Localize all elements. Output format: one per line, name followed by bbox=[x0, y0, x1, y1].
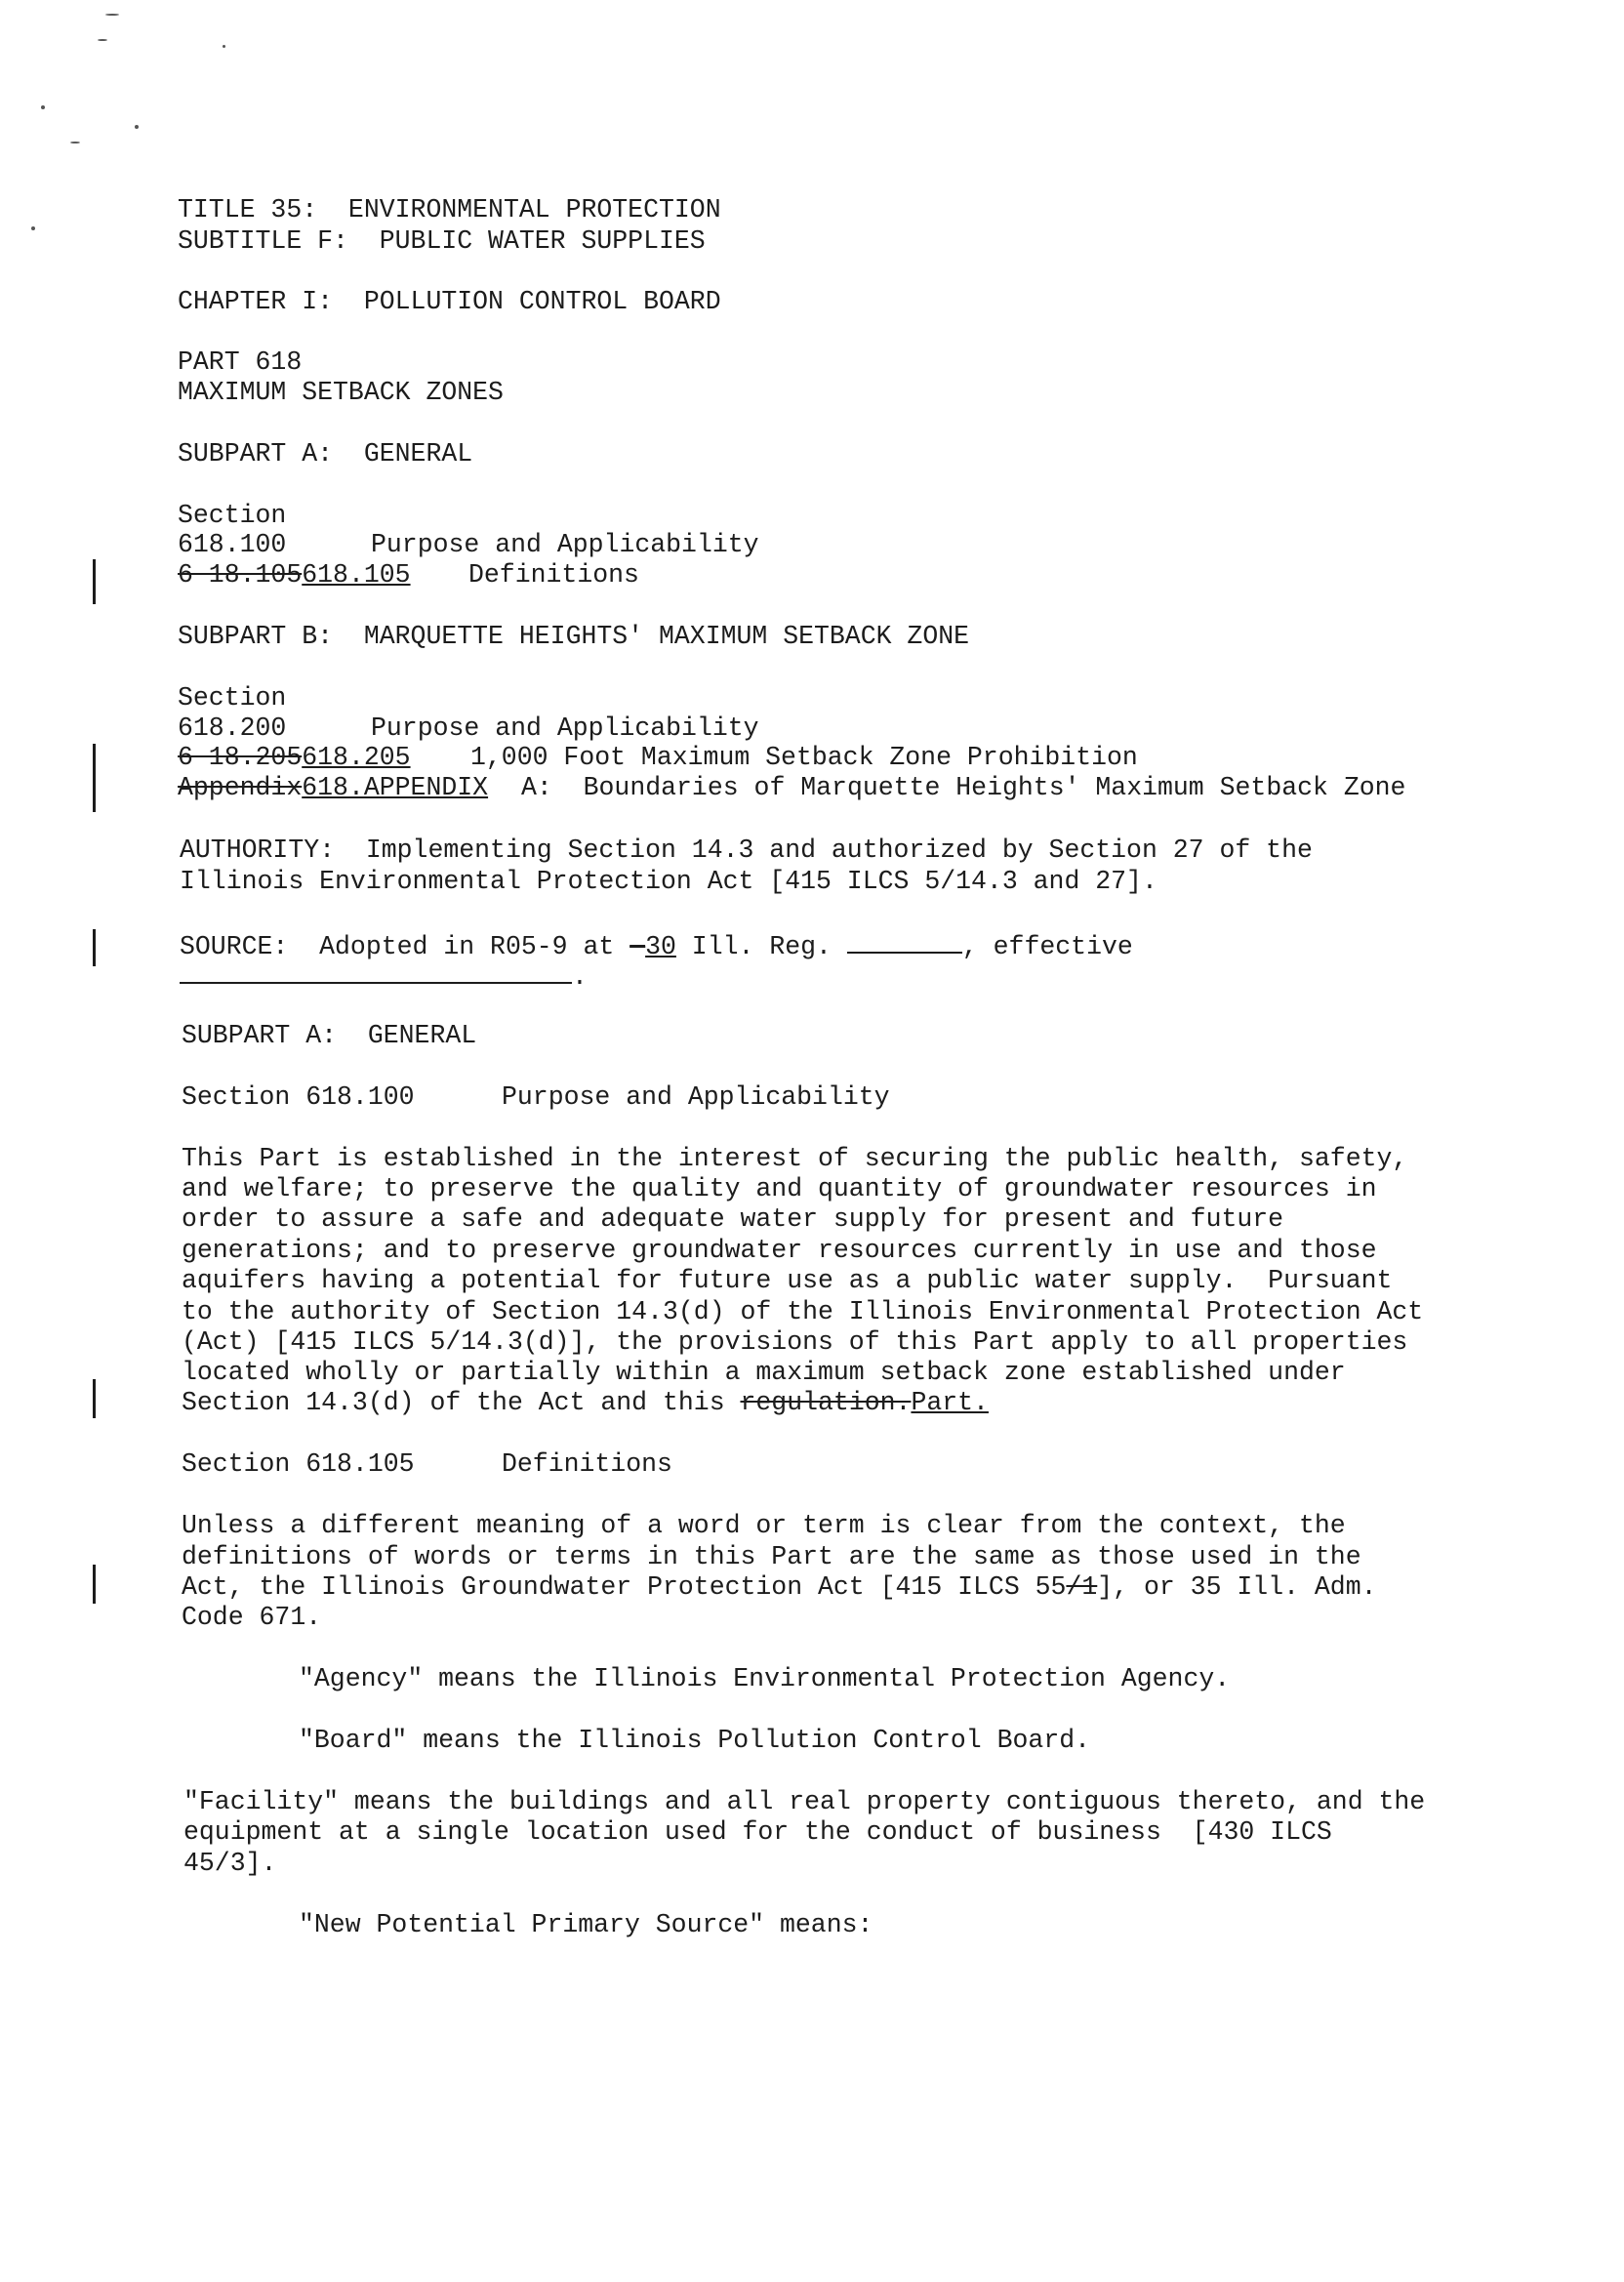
revision-bar bbox=[93, 559, 96, 604]
section-618-105-title: Definitions bbox=[502, 1449, 672, 1479]
deleted-text: — bbox=[629, 932, 646, 961]
paragraph-line: aquifers having a potential for future use as a public water supply. Pursuant bbox=[182, 1266, 1393, 1295]
authority-line: Illinois Environmental Protection Act [415 ILCS 5/14.3 and 27]. bbox=[180, 867, 1157, 896]
subtitle-line: SUBTITLE F: PUBLIC WATER SUPPLIES bbox=[178, 226, 706, 256]
paragraph-line: located wholly or partially within a maximum setback zone established under bbox=[182, 1358, 1346, 1387]
scan-speck bbox=[70, 142, 80, 143]
paragraph-line: Unless a different meaning of a word or term is clear from the context, the bbox=[182, 1511, 1346, 1540]
toc-entry-appendix-num bbox=[178, 773, 488, 804]
definition-facility: equipment at a single location used for the conduct of business [430 ILCS bbox=[183, 1817, 1332, 1847]
section-618-105-heading: Section 618.105 bbox=[182, 1449, 415, 1479]
toc-entry-618-205-title: 1,000 Foot Maximum Setback Zone Prohibition bbox=[470, 743, 1138, 772]
deleted-text: 6 18.105 bbox=[178, 560, 303, 590]
added-text: 30 bbox=[645, 932, 676, 961]
paragraph-line: definitions of words or terms in this Part are the same as those used in the bbox=[182, 1542, 1361, 1571]
subpart-heading: SUBPART A: GENERAL bbox=[182, 1021, 477, 1050]
deleted-text: 6 18.205 bbox=[178, 743, 303, 772]
part-name: MAXIMUM SETBACK ZONES bbox=[178, 378, 504, 407]
revision-bar bbox=[93, 744, 96, 812]
toc-entry-appendix-title: A: Boundaries of Marquette Heights' Maximum Setback Zone bbox=[521, 773, 1406, 802]
added-text: Part. bbox=[911, 1388, 989, 1417]
toc-entry-618-200-title: Purpose and Applicability bbox=[371, 713, 759, 743]
deleted-text: regulation. bbox=[740, 1388, 912, 1417]
part-line: PART 618 bbox=[178, 347, 303, 377]
definition-board: "Board" means the Illinois Pollution Control Board. bbox=[299, 1726, 1091, 1755]
toc-entry-618-105-num bbox=[178, 560, 411, 591]
title-line: TITLE 35: ENVIRONMENTAL PROTECTION bbox=[178, 195, 721, 224]
blank-line bbox=[847, 930, 962, 954]
definition-agency: "Agency" means the Illinois Environmental Protection Agency. bbox=[299, 1664, 1231, 1693]
paragraph-line: (Act) [415 ILCS 5/14.3(d)], the provisions of this Part apply to all properties bbox=[182, 1327, 1408, 1357]
added-text: 618.APPENDIX bbox=[302, 773, 489, 802]
paragraph-line: This Part is established in the interest of securing the public health, safety, bbox=[182, 1144, 1408, 1173]
deleted-text: /1 bbox=[1066, 1572, 1098, 1602]
chapter-line: CHAPTER I: POLLUTION CONTROL BOARD bbox=[178, 287, 721, 316]
source-line: SOURCE: Adopted in R05-9 at —30 Ill. Reg. , effective bbox=[180, 932, 1133, 961]
toc-entry-618-205-num bbox=[178, 743, 411, 774]
added-text: 618.105 bbox=[302, 560, 411, 590]
definition-facility: "Facility" means the buildings and all real property contiguous thereto, and the bbox=[183, 1787, 1426, 1816]
toc-entry-618-100-num: 618.100 bbox=[178, 530, 287, 559]
paragraph-line: to the authority of Section 14.3(d) of the Illinois Environmental Protection Act bbox=[182, 1297, 1424, 1326]
scan-speck bbox=[41, 105, 45, 109]
revision-bar bbox=[93, 1379, 96, 1418]
section-618-100-title: Purpose and Applicability bbox=[502, 1082, 890, 1112]
toc-subpart-a: SUBPART A: GENERAL bbox=[178, 439, 473, 469]
source-date-line: . bbox=[180, 960, 588, 994]
scan-speck bbox=[98, 39, 107, 41]
definition-facility: 45/3]. bbox=[183, 1849, 277, 1878]
revision-bar bbox=[93, 929, 96, 966]
definition-new-potential-primary-source: "New Potential Primary Source" means: bbox=[299, 1910, 873, 1939]
paragraph-line: generations; and to preserve groundwater resources currently in use and those bbox=[182, 1236, 1377, 1265]
toc-section-label: Section bbox=[178, 683, 287, 713]
toc-subpart-b: SUBPART B: MARQUETTE HEIGHTS' MAXIMUM SETBACK ZONE bbox=[178, 622, 970, 651]
added-text: 618.205 bbox=[302, 743, 411, 772]
paragraph-line: Act, the Illinois Groundwater Protection Act [415 ILCS 55/1], or 35 Ill. Adm. bbox=[182, 1572, 1377, 1602]
toc-entry-618-100-title: Purpose and Applicability bbox=[371, 530, 759, 559]
authority-line: AUTHORITY: Implementing Section 14.3 and authorized by Section 27 of the bbox=[180, 835, 1313, 865]
blank-line bbox=[180, 960, 572, 984]
scan-speck bbox=[135, 125, 139, 129]
paragraph-line: order to assure a safe and adequate water supply for present and future bbox=[182, 1204, 1284, 1234]
paragraph-line: and welfare; to preserve the quality and quantity of groundwater resources in bbox=[182, 1174, 1377, 1203]
toc-section-label: Section bbox=[178, 501, 287, 530]
paragraph-line: Code 671. bbox=[182, 1603, 322, 1632]
revision-bar bbox=[93, 1565, 96, 1604]
deleted-text: Appendix bbox=[178, 773, 303, 802]
toc-entry-618-200-num: 618.200 bbox=[178, 713, 287, 743]
section-618-100-heading: Section 618.100 bbox=[182, 1082, 415, 1112]
toc-entry-618-105-title: Definitions bbox=[468, 560, 639, 590]
scan-speck bbox=[105, 14, 119, 16]
scan-speck bbox=[31, 226, 35, 230]
paragraph-line: Section 14.3(d) of the Act and this regulation.Part. bbox=[182, 1388, 989, 1417]
scan-speck bbox=[223, 45, 225, 48]
